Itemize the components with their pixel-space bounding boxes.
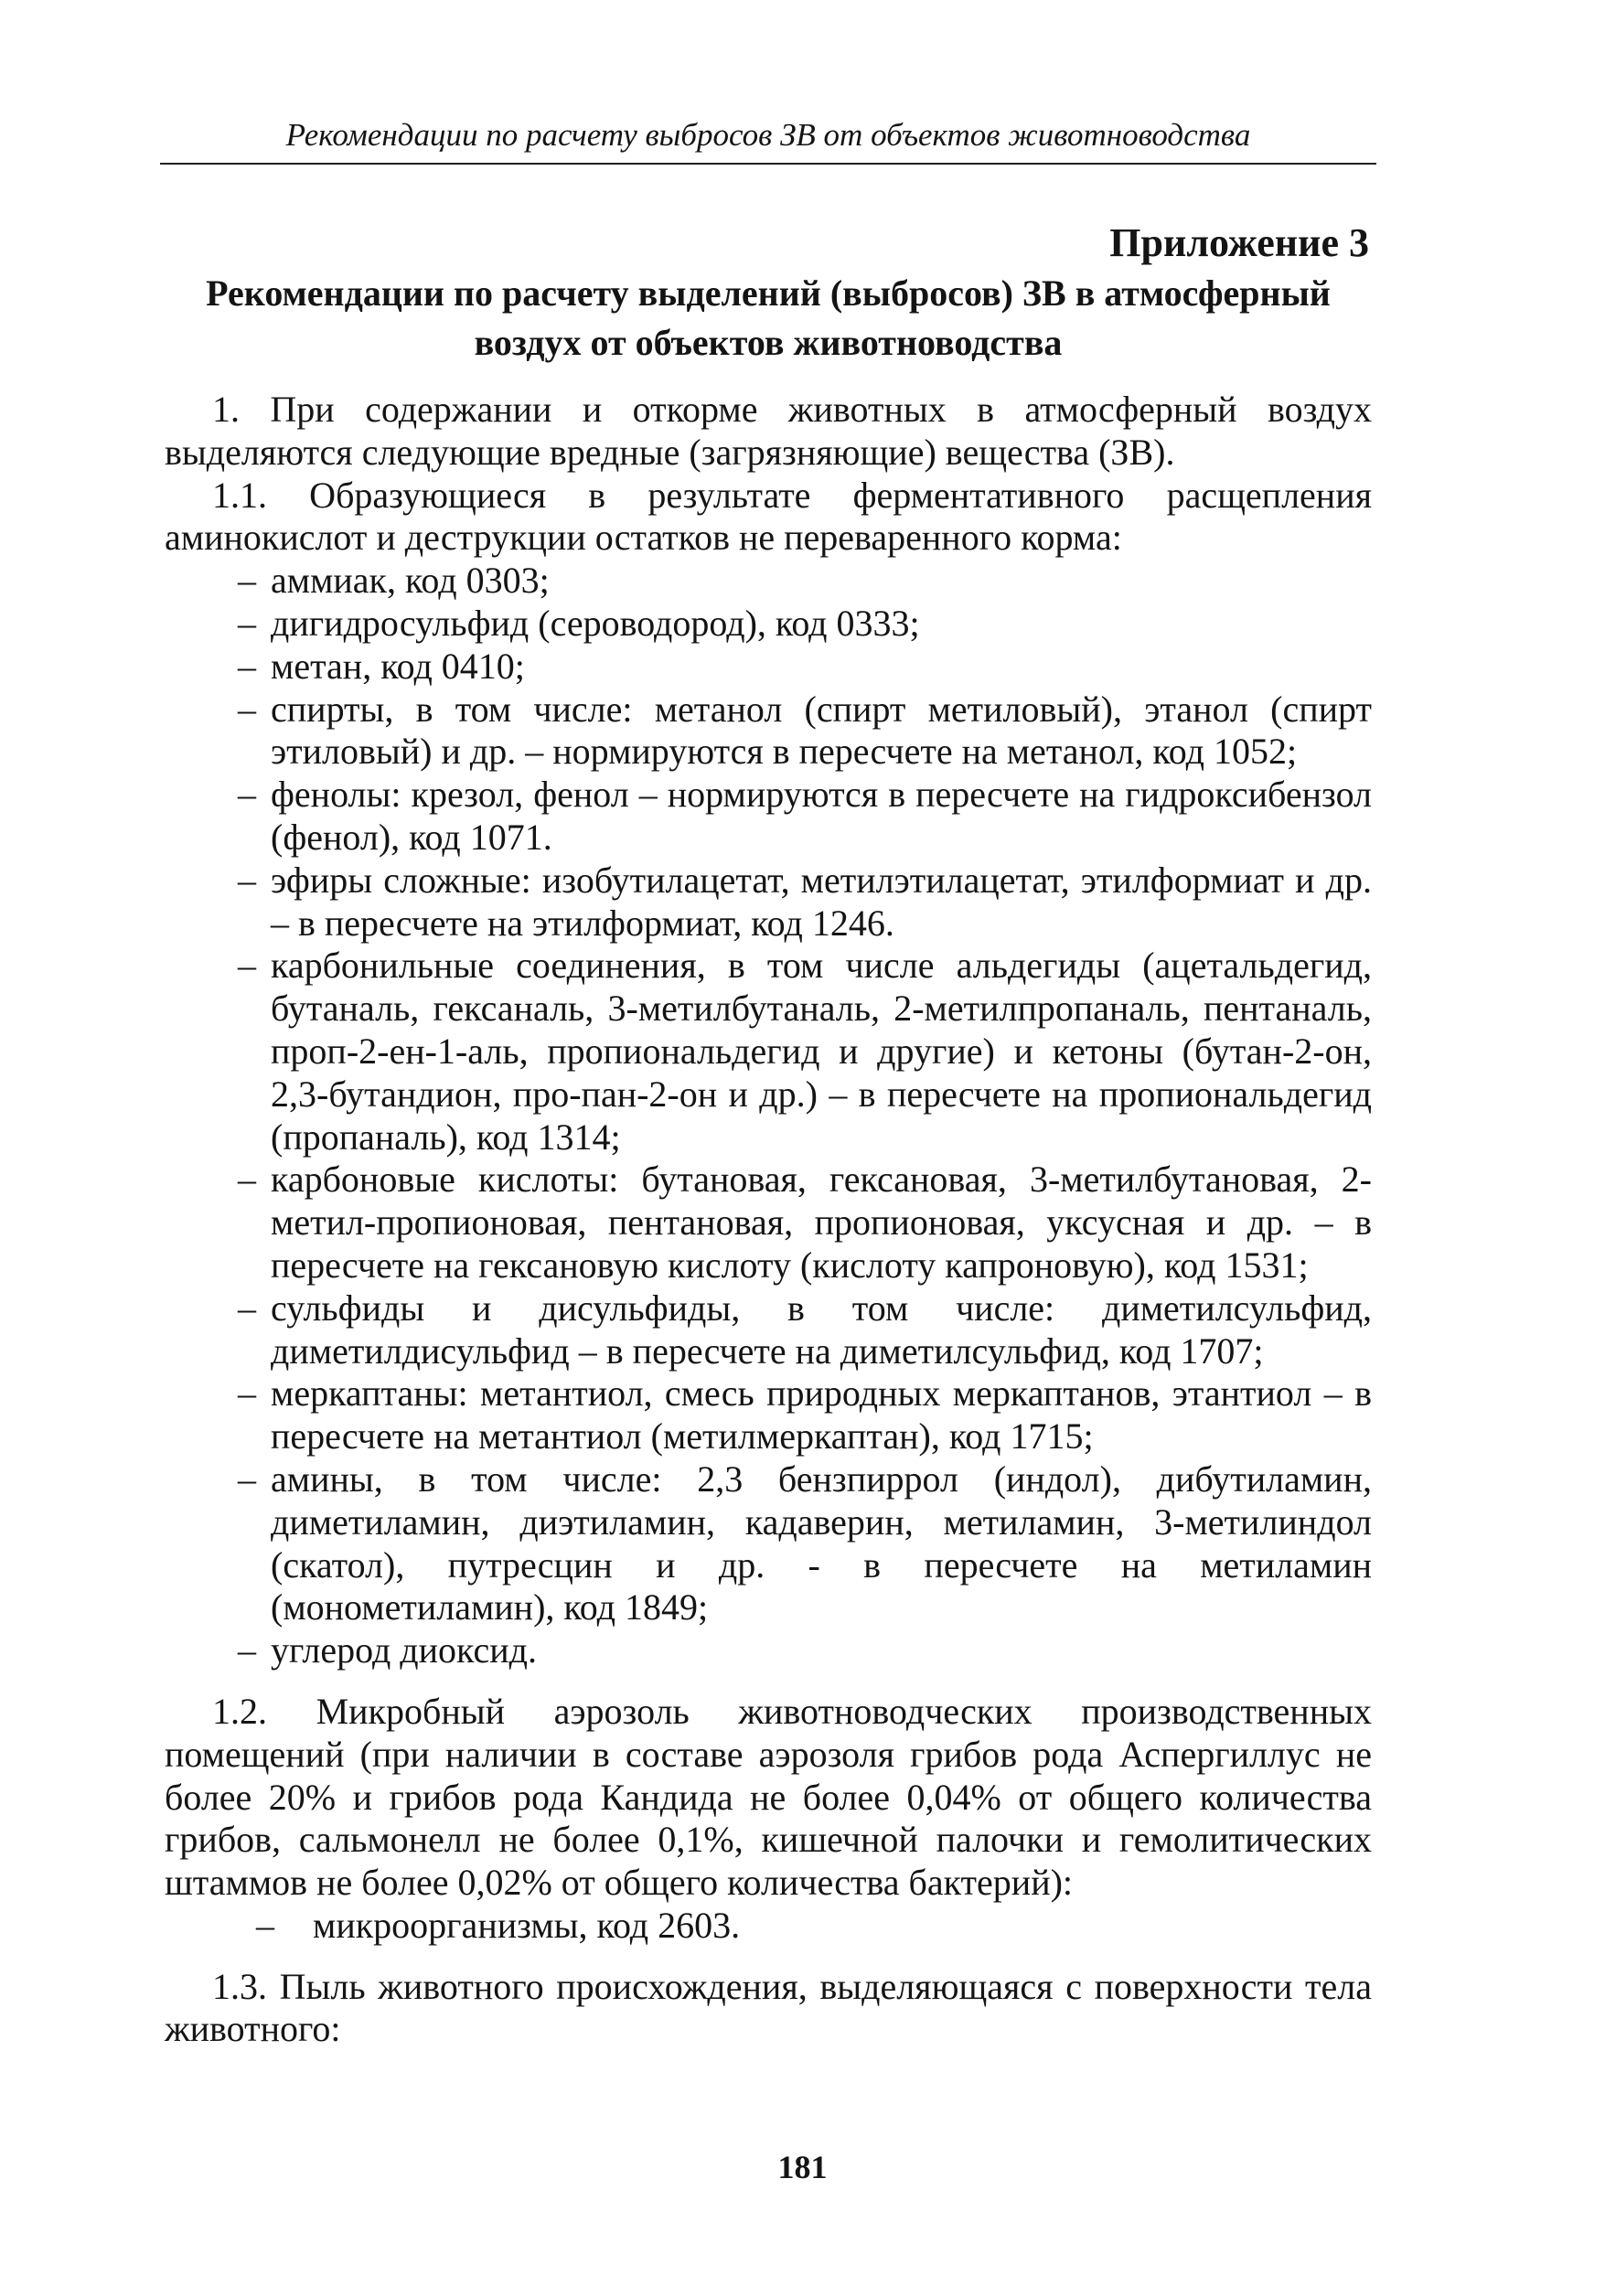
list-item-text: фенолы: крезол, фенол – нормируются в пересчете на гидроксибензол (фенол), код 1071.: [271, 774, 1372, 858]
page-number: 181: [777, 2149, 828, 2185]
appendix-label: Приложение 3: [1109, 220, 1369, 265]
paragraph-1: 1. При содержании и откорме животных в атмосферный воздух выделяются следующие вредные (загрязняющие) вещества (ЗВ).: [165, 389, 1372, 473]
section-title-line-2: воздух от объектов животноводства: [474, 322, 1063, 363]
list-item: [165, 774, 1372, 860]
list-item: [165, 1287, 1372, 1373]
list-item-text: дигидросульфид (сероводород), код 0333;: [271, 602, 920, 644]
list-item-text: углерод диоксид.: [271, 1629, 537, 1671]
list-item: [165, 1159, 1372, 1287]
section-title: [165, 269, 1372, 368]
body-text: [165, 389, 1372, 2051]
dash-marker: –: [238, 1372, 256, 1415]
dash-marker: –: [238, 602, 256, 644]
list-item-text: карбоновые кислоты: бутановая, гексановая, 3-метилбутановая, 2-метил-пропионовая, пентановая, пропионовая, уксусная и др. – в пересчете на гексановую кислоту (кислоту капроновую), код 1531;: [271, 1159, 1372, 1286]
list-item-text: аммиак, код 0303;: [271, 560, 550, 602]
dash-marker: –: [238, 645, 256, 687]
paragraph-1-2: 1.2. Микробный аэрозоль животноводческих производственных помещений (при наличии в составе аэрозоля грибов рода Аспергиллус не более 20% и грибов рода Кандида не более 0,04% от общего количества грибов, сальмонелл не более 0,1%, кишечной палочки и гемолитических штаммов не более 0,02% от общего количества бактерий):: [165, 1690, 1372, 1904]
list-item: [165, 1905, 1372, 1948]
running-header: Рекомендации по расчету выбросов ЗВ от объектов животноводства: [285, 117, 1251, 153]
list-item: [165, 860, 1372, 945]
list-item-text: меркаптаны: метантиол, смесь природных меркаптанов, этантиол – в пересчете на метантиол (метилмеркаптан), код 1715;: [271, 1372, 1372, 1458]
dash-marker: –: [238, 1458, 256, 1500]
substance-list: [165, 560, 1372, 1672]
microorganism-list: [165, 1905, 1372, 1948]
paragraph-1-3: 1.3. Пыль животного происхождения, выделяющаяся с поверхности тела животного:: [165, 1965, 1372, 2050]
header-divider: [160, 163, 1376, 165]
list-item: [165, 1458, 1372, 1629]
list-item-text: сульфиды и дисульфиды, в том числе: диметилсульфид, диметилдисульфид – в пересчете на диметилсульфид, код 1707;: [271, 1287, 1372, 1372]
list-item: [165, 1629, 1372, 1672]
dash-marker: –: [238, 945, 256, 987]
section-title-line-1: Рекомендации по расчету выделений (выбросов) ЗВ в атмосферный: [206, 272, 1331, 314]
dash-marker: –: [256, 1904, 274, 1946]
dash-marker: –: [238, 560, 256, 602]
list-item: [165, 1372, 1372, 1458]
list-item-text: эфиры сложные: изобутилацетат, метилэтилацетат, этилформиат и др. – в пересчете на этилформиат, код 1246.: [271, 859, 1372, 944]
dash-marker: –: [238, 774, 256, 816]
list-item-text: микроорганизмы, код 2603.: [313, 1904, 741, 1946]
dash-marker: –: [238, 1629, 256, 1671]
list-item-text: метан, код 0410;: [271, 645, 525, 687]
list-item: [165, 646, 1372, 689]
dash-marker: –: [238, 1287, 256, 1329]
list-item-text: спирты, в том числе: метанол (спирт метиловый), этанол (спирт этиловый) и др. – нормируются в пересчете на метанол, код 1052;: [271, 688, 1372, 773]
paragraph-1-1: 1.1. Образующиеся в результате ферментативного расщепления аминокислот и деструкции остатков не переваренного корма:: [165, 474, 1372, 559]
list-item: [165, 689, 1372, 774]
dash-marker: –: [238, 688, 256, 730]
dash-marker: –: [238, 859, 256, 901]
list-item: [165, 560, 1372, 603]
list-item-text: амины, в том числе: 2,3 бензпиррол (индол), дибутиламин, диметиламин, диэтиламин, кадаверин, метиламин, 3-метилиндол (скатол), путресцин и др. - в пересчете на метиламин (монометиламин), код 1849;: [271, 1458, 1372, 1629]
list-item: [165, 603, 1372, 646]
dash-marker: –: [238, 1159, 256, 1201]
list-item: [165, 945, 1372, 1159]
list-item-text: карбонильные соединения, в том числе альдегиды (ацетальдегид, бутаналь, гексаналь, 3-метилбутаналь, 2-метилпропаналь, пентаналь, проп-2-ен-1-аль, пропиональдегид и другие) и кетоны (бутан-2-он, 2,3-бутандион, про-пан-2-он и др.) – в пересчете на пропиональдегид (пропаналь), код 1314;: [271, 945, 1372, 1158]
